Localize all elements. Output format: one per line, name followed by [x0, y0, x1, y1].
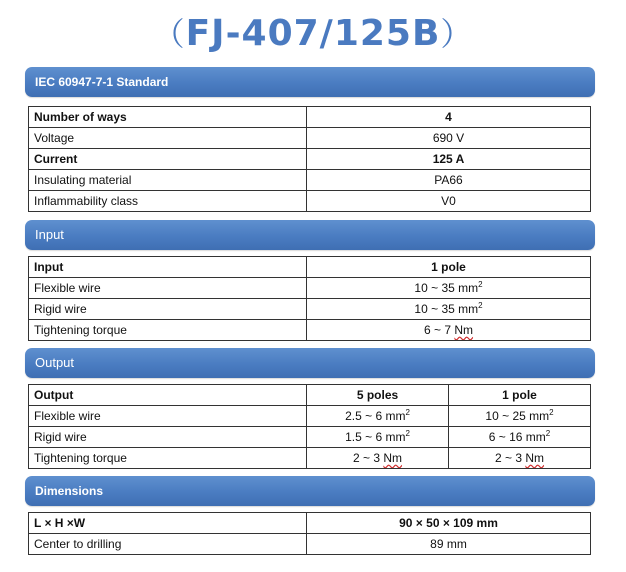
section-band-output: Output: [25, 348, 595, 378]
table-row: [29, 191, 591, 212]
spec-label: Current: [29, 149, 307, 170]
table-row: [29, 278, 591, 299]
table-row: [29, 107, 591, 128]
table-row: [29, 448, 591, 469]
spec-label: Rigid wire: [29, 299, 307, 320]
spec-label: Center to drilling: [29, 534, 307, 555]
table-row: [29, 427, 591, 448]
spec-value: 4: [307, 107, 591, 128]
spec-value: 1 pole: [307, 257, 591, 278]
spec-value: PA66: [307, 170, 591, 191]
table-row: [29, 128, 591, 149]
spec-label: Insulating material: [29, 170, 307, 191]
spec-value: 2 ~ 3 Nm: [449, 448, 591, 469]
table-header-row: [29, 257, 591, 278]
spec-value: 125 A: [307, 149, 591, 170]
dimensions-table: [28, 512, 591, 555]
table-row: [29, 513, 591, 534]
spec-value: 1.5 ~ 6 $mm^2$: [307, 427, 449, 448]
spec-label: Output: [29, 385, 307, 406]
spec-label: Inflammability class: [29, 191, 307, 212]
output-table: [28, 384, 591, 469]
spec-value: V0: [307, 191, 591, 212]
standard-table: [28, 106, 591, 212]
page-title: [0, 10, 626, 58]
title-open-paren: （: [152, 15, 186, 53]
spec-col-header: 1 pole: [449, 385, 591, 406]
spec-value: 2 ~ 3 Nm: [307, 448, 449, 469]
section-band-dimensions: Dimensions: [25, 476, 595, 506]
title-text: FJ-407/125B: [185, 13, 441, 54]
spec-value: 10 ~ 25 $mm^2$: [449, 406, 591, 427]
spec-label: Rigid wire: [29, 427, 307, 448]
spec-value: 10 ~ 35 $mm^2$: [307, 299, 591, 320]
spec-col-header: 5 poles: [307, 385, 449, 406]
spec-value: 6 ~ 7 Nm: [307, 320, 591, 341]
input-table: [28, 256, 591, 341]
table-row: [29, 406, 591, 427]
spec-label: Number of ways: [29, 107, 307, 128]
table-row: [29, 299, 591, 320]
spec-label: L × H ×W: [29, 513, 307, 534]
title-close-paren: ）: [440, 15, 474, 53]
table-row: [29, 534, 591, 555]
spec-value: 89 mm: [307, 534, 591, 555]
table-header-row: [29, 385, 591, 406]
spec-value: 690 V: [307, 128, 591, 149]
table-row: [29, 149, 591, 170]
spec-value: 10 ~ 35 $mm^2$: [307, 278, 591, 299]
spec-label: Flexible wire: [29, 278, 307, 299]
spec-label: Flexible wire: [29, 406, 307, 427]
section-band-standard: IEC 60947-7-1 Standard: [25, 67, 595, 97]
section-band-input: Input: [25, 220, 595, 250]
spec-value: 2.5 ~ 6 $mm^2$: [307, 406, 449, 427]
table-row: [29, 170, 591, 191]
spec-label: Voltage: [29, 128, 307, 149]
spec-label: Tightening torque: [29, 320, 307, 341]
spec-value: 90 × 50 × 109 mm: [307, 513, 591, 534]
spec-label: Tightening torque: [29, 448, 307, 469]
spec-label: Input: [29, 257, 307, 278]
table-row: [29, 320, 591, 341]
spec-value: 6 ~ 16 $mm^2$: [449, 427, 591, 448]
